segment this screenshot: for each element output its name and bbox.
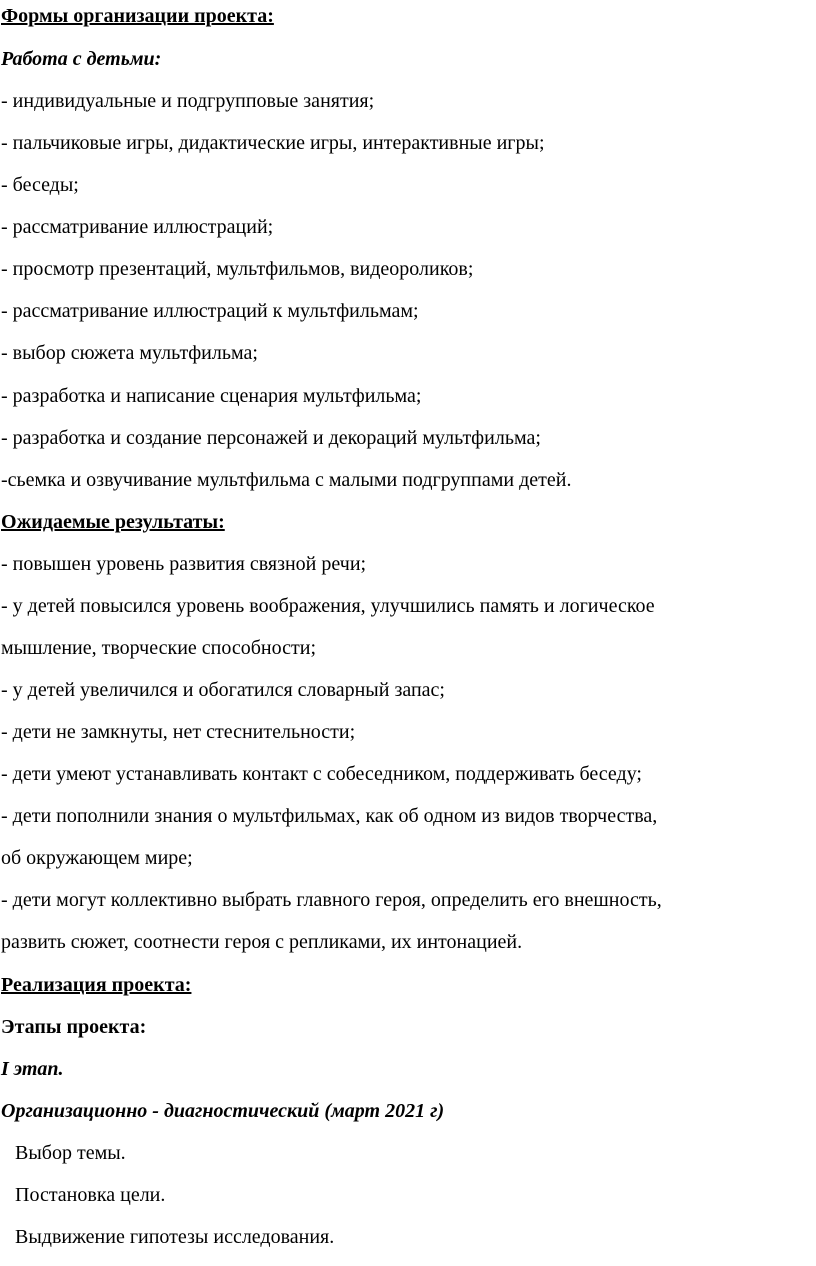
list-item: - разработка и написание сценария мультфильма; (1, 385, 422, 407)
stage1-item: Выбор темы. (15, 1142, 126, 1164)
stage1-title: Организационно - диагностический (март 2021 г) (1, 1100, 445, 1122)
result-line: - дети могут коллективно выбрать главного героя, определить его внешность, (1, 889, 662, 911)
list-item: - беседы; (1, 174, 79, 196)
result-line: - у детей увеличился и обогатился словарный запас; (1, 679, 445, 701)
list-item: - просмотр презентаций, мультфильмов, видеороликов; (1, 258, 474, 280)
result-line: - у детей повысился уровень воображения, улучшились память и логическое (1, 595, 655, 617)
list-item: - выбор сюжета мультфильма; (1, 342, 258, 364)
implementation-heading: Реализация проекта: (1, 974, 192, 996)
result-line: развить сюжет, соотнести героя с репликами, их интонацией. (1, 931, 523, 953)
stage1-item: Выдвижение гипотезы исследования. (15, 1226, 335, 1248)
forms-heading: Формы организации проекта: (1, 5, 274, 27)
list-item: - индивидуальные и подгрупповые занятия; (1, 90, 375, 112)
stage1-item: Постановка цели. (15, 1184, 166, 1206)
result-line: мышление, творческие способности; (1, 637, 316, 659)
result-line: - дети пополнили знания о мультфильмах, как об одном из видов творчества, (1, 805, 658, 827)
stages-heading: Этапы проекта: (1, 1016, 147, 1038)
result-line: - дети не замкнуты, нет стеснительности; (1, 721, 356, 743)
result-line: - повышен уровень развития связной речи; (1, 553, 367, 575)
list-item: - рассматривание иллюстраций к мультфильмам; (1, 300, 419, 322)
children-subheading: Работа с детьми: (1, 48, 162, 70)
list-item: - разработка и создание персонажей и декораций мультфильма; (1, 427, 541, 449)
list-item: -сьемка и озвучивание мультфильма с малыми подгруппами детей. (1, 469, 572, 491)
result-line: - дети умеют устанавливать контакт с собеседником, поддерживать беседу; (1, 763, 642, 785)
stage1-label: I этап. (1, 1058, 64, 1080)
result-line: об окружающем мире; (1, 847, 193, 869)
list-item: - пальчиковые игры, дидактические игры, интерактивные игры; (1, 132, 545, 154)
results-heading: Ожидаемые результаты: (1, 511, 225, 533)
list-item: - рассматривание иллюстраций; (1, 216, 274, 238)
